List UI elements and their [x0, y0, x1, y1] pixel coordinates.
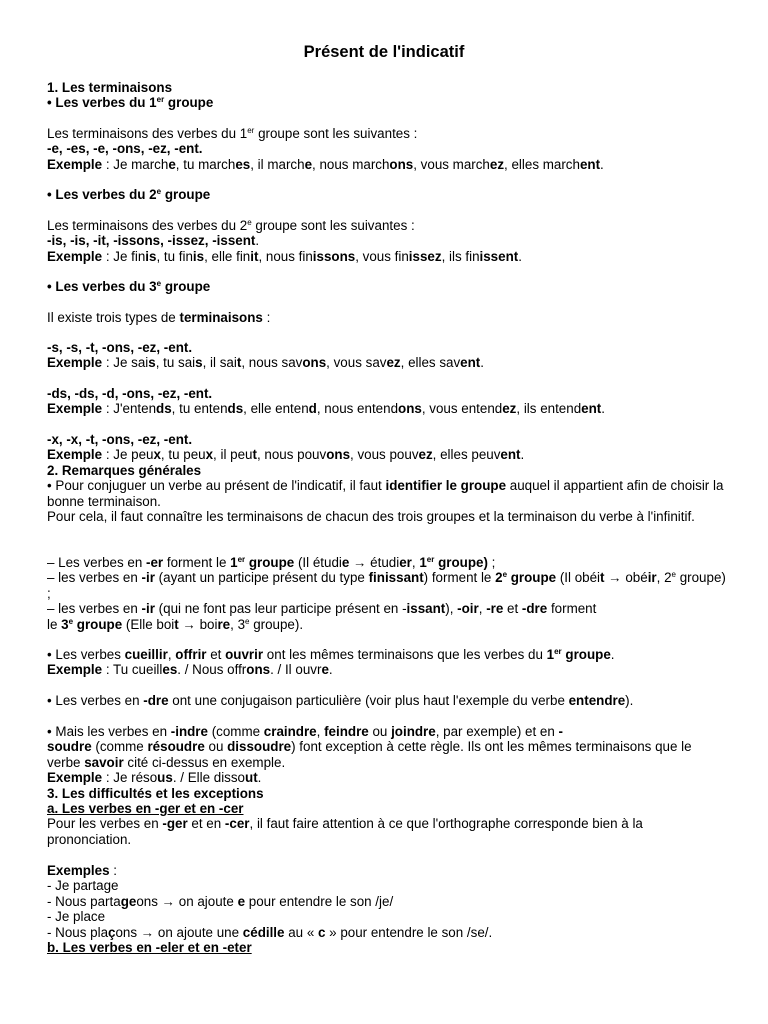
groups-definition	[47, 555, 727, 632]
section-heading: 2. Remarques générales	[47, 462, 202, 478]
type-3-and-section-2	[47, 432, 727, 524]
remark-paragraph: Pour cela, il faut connaître les terminaisons de chacun des trois groupes et la terminaison du verbe à l'infinitif.	[47, 509, 695, 525]
definition-line: le 3e groupe (Elle boit → boire, 3e groupe).	[47, 616, 304, 632]
type-2-endings: -ds, -ds, -d, -ons, -ez, -ent.	[47, 386, 213, 401]
definition-line: – Les verbes en -er forment le 1er groupe (Il étudie → étudier, 1er groupe) ;	[47, 555, 496, 570]
example-line: - Je partage	[47, 878, 119, 894]
definition-line: – les verbes en -ir (ayant un participe présent du type finissant) forment le 2e groupe (Il obéit → obéir, 2e groupe) ;	[47, 570, 726, 601]
type-1-block	[47, 340, 727, 371]
subsection-heading: a. Les verbes en -ger et en -cer	[47, 801, 244, 817]
group-1-example: Exemple : Je marche, tu marches, il marche, nous marchons, vous marchez, elles marchent.	[47, 156, 604, 172]
group-2-endings: -is, -is, -it, -issons, -issez, -issent.	[47, 233, 260, 249]
section-heading: 1. Les terminaisons	[47, 80, 173, 95]
examples-label: Exemples :	[47, 863, 117, 878]
group-3-heading: • Les verbes du 3e groupe	[47, 279, 211, 294]
cueillir-remark: • Les verbes cueillir, offrir et ouvrir ont les mêmes terminaisons que les verbes du 1er groupe. Exemple : Tu cueilles. / Nous offrons. / Il ouvre.	[47, 647, 727, 678]
page-title: Présent de l'indicatif	[303, 43, 465, 61]
group-2-block	[47, 218, 727, 264]
group-1-heading: • Les verbes du 1er groupe	[47, 95, 214, 111]
cueillir-example: Exemple : Tu cueilles. / Nous offrons. / Il ouvre.	[47, 662, 333, 678]
type-3-endings: -x, -x, -t, -ons, -ez, -ent.	[47, 432, 193, 447]
section-heading: 3. Les difficultés et les exceptions	[47, 785, 264, 801]
group-2-example: Exemple : Je finis, tu finis, elle finit, nous finissons, vous finissez, ils finissent.	[47, 248, 522, 264]
type-2-block	[47, 386, 727, 417]
group-2-intro: Les terminaisons des verbes du 2e groupe sont les suivantes :	[47, 218, 415, 233]
ger-cer-paragraph: Pour les verbes en -ger et en -cer, il faut faire attention à ce que l'orthographe corresponde bien à la prononciation.	[47, 816, 643, 847]
example-line: - Nous partageons → on ajoute e pour entendre le son /je/	[47, 893, 394, 909]
dre-remark: • Les verbes en -dre ont une conjugaison particulière (voir plus haut l'exemple du verbe entendre).	[47, 693, 634, 708]
subsection-heading: b. Les verbes en -eler et en -eter	[47, 940, 252, 956]
type-1-endings: -s, -s, -t, -ons, -ez, -ent.	[47, 340, 193, 355]
group-1-intro: Les terminaisons des verbes du 1er groupe sont les suivantes :	[47, 126, 418, 141]
remark-paragraph: • Pour conjuguer un verbe au présent de l'indicatif, il faut identifier le groupe auquel il appartient afin de choisir la bonne terminaison.	[47, 478, 724, 509]
example-line: - Nous plaçons → on ajoute une cédille au « c » pour entendre le son /se/.	[47, 924, 493, 940]
type-1-example: Exemple : Je sais, tu sais, il sait, nous savons, vous savez, elles savent.	[47, 355, 484, 371]
group-3-intro: Il existe trois types de terminaisons :	[47, 310, 271, 325]
indre-soudre-remark: • Mais les verbes en -indre (comme craindre, feindre ou joindre, par exemple) et en - soudre (comme résoudre ou dissoudre) font exception à cette règle. Ils ont les mêmes terminaisons que le verbe savoir cité ci-dessus en exemple. Exemple : Je résous. / Elle dissout. 3. Les difficultés et les exceptions a. Les verbes en -ger et en -cer Pour les verbes en -ger et en -cer, il faut faire attention à ce que l'orthographe corresponde bien à la prononciation.	[47, 724, 727, 847]
definition-line: – les verbes en -ir (qui ne font pas leur participe présent en -issant), -oir, -re et -dre forment	[47, 601, 597, 617]
type-3-example: Exemple : Je peux, tu peux, il peut, nous pouvons, vous pouvez, elles peuvent.	[47, 447, 525, 463]
ger-cer-examples	[47, 863, 727, 955]
type-2-example: Exemple : J'entends, tu entends, elle entend, nous entendons, vous entendez, ils entendent.	[47, 401, 605, 417]
example-line: - Je place	[47, 909, 106, 925]
group-1-block	[47, 126, 727, 172]
group-2-heading: • Les verbes du 2e groupe	[47, 187, 211, 202]
section-1-header	[47, 80, 727, 111]
indre-example: Exemple : Je résous. / Elle dissout.	[47, 770, 262, 786]
group-1-endings: -e, -es, -e, -ons, -ez, -ent.	[47, 141, 203, 157]
